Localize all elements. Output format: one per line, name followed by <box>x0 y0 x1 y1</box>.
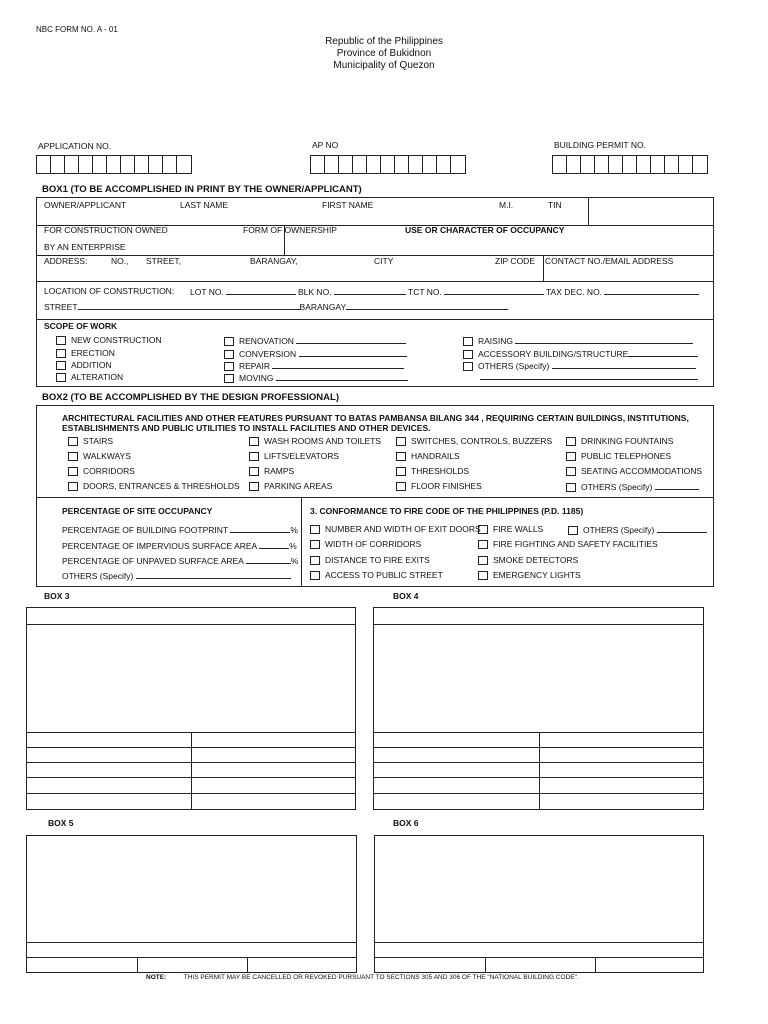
location-label: LOCATION OF CONSTRUCTION: <box>44 286 175 296</box>
box5-title: BOX 5 <box>48 818 74 828</box>
checkbox-icon[interactable] <box>478 540 488 549</box>
arch-stairs[interactable]: STAIRS <box>68 436 113 447</box>
checkbox-icon[interactable] <box>56 373 66 382</box>
checkbox-icon[interactable] <box>249 452 259 461</box>
arch-public-telephones[interactable]: PUBLIC TELEPHONES <box>566 451 671 462</box>
scope-erection[interactable]: ERECTION <box>56 348 115 359</box>
checkbox-icon[interactable] <box>396 482 406 491</box>
footer-note <box>146 974 579 981</box>
checkbox-icon[interactable] <box>68 437 78 446</box>
checkbox-icon[interactable] <box>566 437 576 446</box>
site-unpaved-area: PERCENTAGE OF UNPAVED SURFACE AREA % <box>62 556 299 566</box>
tin-label: TIN <box>548 200 562 210</box>
checkbox-icon[interactable] <box>56 361 66 370</box>
checkbox-icon[interactable] <box>396 437 406 446</box>
checkbox-icon[interactable] <box>566 483 576 492</box>
use-character-label: USE OR CHARACTER OF OCCUPANCY <box>405 225 565 235</box>
checkbox-icon[interactable] <box>463 350 473 359</box>
scope-renovation[interactable]: RENOVATION <box>224 335 406 347</box>
address-label: ADDRESS: <box>44 256 88 266</box>
fire-emergency-lights[interactable]: EMERGENCY LIGHTS <box>478 570 581 581</box>
checkbox-icon[interactable] <box>224 362 234 371</box>
owner-applicant-label: OWNER/APPLICANT <box>44 200 127 210</box>
header-municipality: Municipality of Quezon <box>333 60 435 71</box>
note-label: NOTE: <box>146 974 167 981</box>
checkbox-icon[interactable] <box>310 571 320 580</box>
checkbox-icon[interactable] <box>224 337 234 346</box>
ap-no-field[interactable] <box>310 155 466 174</box>
site-impervious-area: PERCENTAGE OF IMPERVIOUS SURFACE AREA % <box>62 541 297 551</box>
checkbox-icon[interactable] <box>224 374 234 383</box>
scope-of-work-title: SCOPE OF WORK <box>44 321 118 331</box>
fire-walls[interactable]: FIRE WALLS <box>478 524 543 535</box>
box1-title: BOX1 (TO BE ACCOMPLISHED IN PRINT BY THE OWNER/APPLICANT) <box>42 184 362 195</box>
box2-title: BOX2 (TO BE ACCOMPLISHED BY THE DESIGN PROFESSIONAL) <box>42 392 339 403</box>
checkbox-icon[interactable] <box>224 350 234 359</box>
box6-title: BOX 6 <box>393 818 419 828</box>
box3-title: BOX 3 <box>44 591 70 601</box>
checkbox-icon[interactable] <box>68 467 78 476</box>
address-street-label: STREET, <box>146 256 181 266</box>
checkbox-icon[interactable] <box>568 526 578 535</box>
arch-corridors[interactable]: CORRIDORS <box>68 466 135 477</box>
checkbox-icon[interactable] <box>396 452 406 461</box>
header-republic: Republic of the Philippines <box>325 36 443 47</box>
scope-others-line <box>480 379 698 380</box>
application-no-label: APPLICATION NO. <box>38 141 112 151</box>
fire-fighting-facilities[interactable]: FIRE FIGHTING AND SAFETY FACILITIES <box>478 539 658 550</box>
fire-distance-exits[interactable]: DISTANCE TO FIRE EXITS <box>310 555 430 566</box>
address-city-label: CITY <box>374 256 394 266</box>
box4[interactable] <box>373 607 704 810</box>
fire-access-street[interactable]: ACCESS TO PUBLIC STREET <box>310 570 443 581</box>
checkbox-icon[interactable] <box>68 482 78 491</box>
checkbox-icon[interactable] <box>478 571 488 580</box>
checkbox-icon[interactable] <box>310 540 320 549</box>
mi-label: M.I. <box>499 200 514 210</box>
by-enterprise-label: BY AN ENTERPRISE <box>44 242 126 252</box>
checkbox-icon[interactable] <box>310 556 320 565</box>
note-text: THIS PERMIT MAY BE CANCELLED OR REVOKED PURSUANT TO SECTIONS 305 AND 306 OF THE "NATIONAL BUILDING CODE". <box>183 974 579 981</box>
arch-switches[interactable]: SWITCHES, CONTROLS, BUZZERS <box>396 436 552 447</box>
site-others: OTHERS (Specify) <box>62 570 291 582</box>
box3[interactable] <box>26 607 356 810</box>
checkbox-icon[interactable] <box>396 467 406 476</box>
architectural-line2: ESTABLISHMENTS AND PUBLIC UTILITIES TO INSTALL FACILITIES AND OTHER DEVICES. <box>62 423 431 433</box>
checkbox-icon[interactable] <box>249 467 259 476</box>
scope-raising[interactable]: RAISING <box>463 335 693 347</box>
checkbox-icon[interactable] <box>463 337 473 346</box>
arch-thresholds[interactable]: THRESHOLDS <box>396 466 469 477</box>
scope-new-construction[interactable]: NEW CONSTRUCTION <box>56 335 162 346</box>
contact-label: CONTACT NO./EMAIL ADDRESS <box>545 256 674 266</box>
fire-others[interactable]: OTHERS (Specify) <box>568 524 707 536</box>
scope-repair[interactable]: REPAIR <box>224 360 404 372</box>
checkbox-icon[interactable] <box>566 467 576 476</box>
last-name-label: LAST NAME <box>180 200 229 210</box>
fire-width-corridors[interactable]: WIDTH OF CORRIDORS <box>310 539 421 550</box>
checkbox-icon[interactable] <box>478 525 488 534</box>
checkbox-icon[interactable] <box>463 362 473 371</box>
site-building-footprint: PERCENTAGE OF BUILDING FOOTPRINT % <box>62 525 298 535</box>
arch-floor-finishes[interactable]: FLOOR FINISHES <box>396 481 482 492</box>
scope-conversion[interactable]: CONVERSION <box>224 348 407 360</box>
fire-exit-doors[interactable]: NUMBER AND WIDTH OF EXIT DOORS <box>310 524 481 535</box>
arch-others[interactable]: OTHERS (Specify) <box>566 481 699 493</box>
street2-label: STREET BARANGAY <box>44 301 508 313</box>
checkbox-icon[interactable] <box>566 452 576 461</box>
first-name-label: FIRST NAME <box>322 200 374 210</box>
application-no-field[interactable] <box>36 155 192 174</box>
scope-moving[interactable]: MOVING <box>224 372 408 384</box>
checkbox-icon[interactable] <box>249 437 259 446</box>
tct-no-label: TCT NO. <box>408 286 544 298</box>
lot-no-label: LOT NO. <box>190 286 296 298</box>
arch-lifts[interactable]: LIFTS/ELEVATORS <box>249 451 339 462</box>
form-number: NBC FORM NO. A - 01 <box>36 25 118 34</box>
arch-drinking-fountains[interactable]: DRINKING FOUNTAINS <box>566 436 673 447</box>
scope-addition[interactable]: ADDITION <box>56 360 112 371</box>
tax-dec-label: TAX DEC. NO. <box>546 286 699 298</box>
header-province: Province of Bukidnon <box>336 48 432 59</box>
box6[interactable] <box>374 835 704 973</box>
scope-others[interactable]: OTHERS (Specify) <box>463 360 696 372</box>
site-occupancy-title: PERCENTAGE OF SITE OCCUPANCY <box>62 506 213 516</box>
checkbox-icon[interactable] <box>249 482 259 491</box>
checkbox-icon[interactable] <box>56 336 66 345</box>
fire-smoke-detectors[interactable]: SMOKE DETECTORS <box>478 555 578 566</box>
address-no-label: NO., <box>111 256 129 266</box>
box5[interactable] <box>26 835 357 973</box>
for-construction-label: FOR CONSTRUCTION OWNED <box>44 225 168 235</box>
checkbox-icon[interactable] <box>310 525 320 534</box>
arch-handrails[interactable]: HANDRAILS <box>396 451 460 462</box>
architectural-line1: ARCHITECTURAL FACILITIES AND OTHER FEATURES PURSUANT TO BATAS PAMBANSA BILANG 344 , REQUIRING CERTAIN BUILDINGS, INSTITUTIONS, <box>62 413 689 423</box>
building-permit-no-label: BUILDING PERMIT NO. <box>554 140 646 150</box>
building-permit-no-field[interactable] <box>552 155 708 174</box>
box4-title: BOX 4 <box>393 591 419 601</box>
scope-alteration[interactable]: ALTERATION <box>56 372 123 383</box>
arch-parking[interactable]: PARKING AREAS <box>249 481 332 492</box>
ap-no-label: AP NO <box>312 140 339 150</box>
checkbox-icon[interactable] <box>68 452 78 461</box>
zip-code-label: ZIP CODE <box>495 256 535 266</box>
arch-seating[interactable]: SEATING ACCOMMODATIONS <box>566 466 702 477</box>
scope-accessory-building[interactable]: ACCESSORY BUILDING/STRUCTURE <box>463 348 698 360</box>
arch-walkways[interactable]: WALKWAYS <box>68 451 131 462</box>
blk-no-label: BLK NO. <box>298 286 406 298</box>
address-barangay-label: BARANGAY, <box>250 256 298 266</box>
arch-wash-rooms[interactable]: WASH ROOMS AND TOILETS <box>249 436 381 447</box>
form-of-ownership-label: FORM OF OWNERSHIP <box>243 225 337 235</box>
checkbox-icon[interactable] <box>56 349 66 358</box>
checkbox-icon[interactable] <box>478 556 488 565</box>
arch-doors[interactable]: DOORS, ENTRANCES & THRESHOLDS <box>68 481 240 492</box>
fire-code-title: 3. CONFORMANCE TO FIRE CODE OF THE PHILIPPINES (P.D. 1185) <box>310 506 584 516</box>
arch-ramps[interactable]: RAMPS <box>249 466 294 477</box>
